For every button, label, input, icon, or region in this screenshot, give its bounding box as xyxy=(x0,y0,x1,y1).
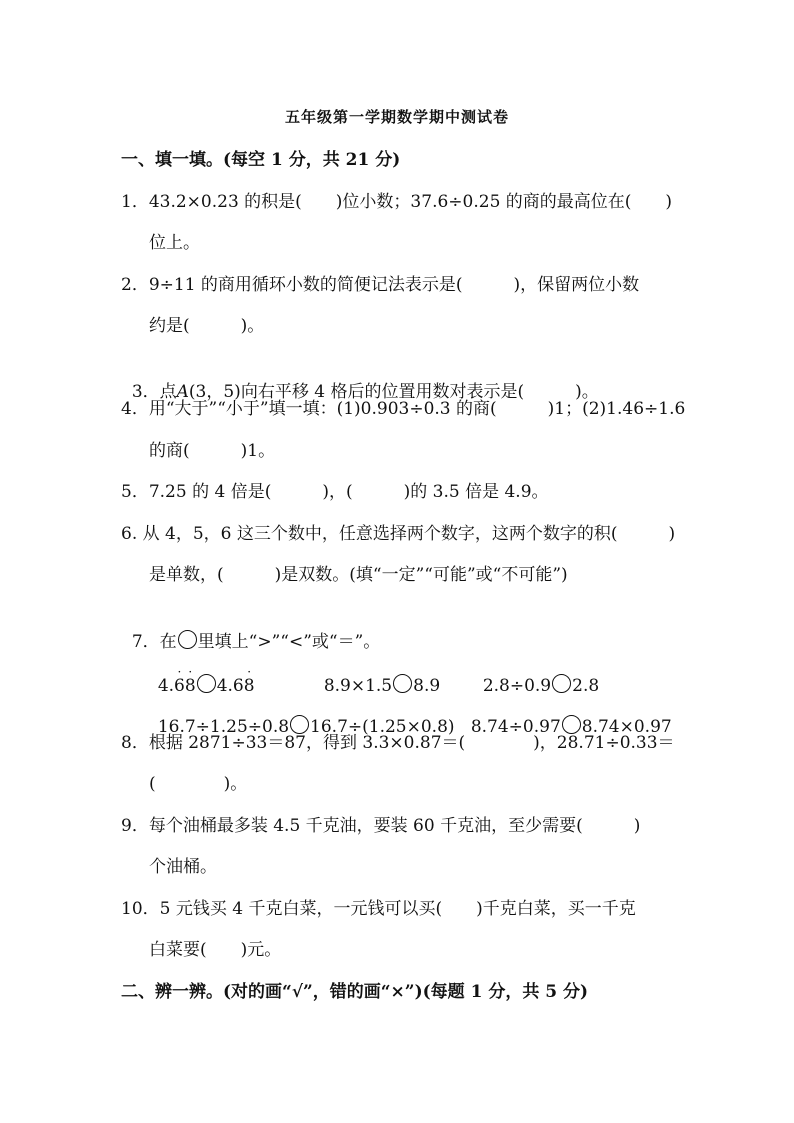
compare-circle xyxy=(178,630,197,649)
question-7-prefix: 7．在 xyxy=(131,632,177,652)
question-4-line-2: 的商( )1。 xyxy=(149,441,276,461)
expr-3-left: 2.8÷0.9 xyxy=(482,676,552,696)
question-9-line-2: 个油桶。 xyxy=(149,857,217,877)
section-2-heading: 二、辨一辨。(对的画“√”，错的画“×”)(每题 1 分，共 5 分) xyxy=(121,982,589,1002)
question-6-line-2: 是单数，( )是双数。(填“一定”“可能”或“不可能”) xyxy=(149,565,568,585)
question-3 xyxy=(121,356,599,402)
question-10-line-2: 白菜要( )元。 xyxy=(149,940,282,960)
repeat-dot: · xyxy=(247,665,252,679)
compare-expression-2 xyxy=(313,650,441,696)
question-1-line-2: 位上。 xyxy=(149,233,200,253)
repeat-dot: · xyxy=(177,665,182,679)
compare-expression-1 xyxy=(147,650,255,696)
expr-1-left: 4. · 6 · 8 xyxy=(157,665,196,696)
question-3-prefix: 3．点 xyxy=(131,382,177,402)
expr-3-right: 2.8 xyxy=(572,676,600,696)
repeat-dot: · xyxy=(188,665,193,679)
expr-4-left: 16.7÷1.25÷0.8 xyxy=(157,717,290,737)
point-label: A xyxy=(176,382,189,402)
section-1-heading: 一、填一填。(每空 1 分，共 21 分) xyxy=(121,150,401,170)
question-5: 5．7.25 的 4 倍是( )，( )的 3.5 倍是 4.9。 xyxy=(121,482,549,502)
compare-expression-3 xyxy=(472,650,600,696)
question-4-line-1: 4．用“大于”“小于”填一填：(1)0.903÷0.3 的商( )1；(2)1.46÷1.6 xyxy=(121,399,686,419)
expr-4-right: 16.7÷(1.25×0.8) xyxy=(310,717,455,737)
question-1-line-1: 1．43.2×0.23 的积是( )位小数；37.6÷0.25 的商的最高位在( ) xyxy=(121,192,673,212)
expr-5-left: 8.74÷0.97 xyxy=(470,717,561,737)
question-8-line-2: ( )。 xyxy=(149,774,248,794)
expr-5-right: 8.74×0.97 xyxy=(581,717,672,737)
question-10-line-1: 10．5 元钱买 4 千克白菜，一元钱可以买( )千克白菜，买一千克 xyxy=(121,899,636,919)
question-7-rest: 里填上“>”“<”或“＝”。 xyxy=(197,632,381,652)
question-9-line-1: 9．每个油桶最多装 4.5 千克油，要装 60 千克油，至少需要( ) xyxy=(121,816,641,836)
compare-expression-5 xyxy=(460,691,672,737)
expr-2-right: 8.9 xyxy=(413,676,441,696)
page-title: 五年级第一学期数学期中测试卷 xyxy=(284,108,509,126)
question-8-line-1: 8．根据 2871÷33＝87，得到 3.3×0.87＝( )，28.71÷0.33＝ xyxy=(121,733,675,753)
question-2-line-1: 2．9÷11 的商用循环小数的简便记法表示是( )，保留两位小数 xyxy=(121,275,640,295)
expr-2-left: 8.9×1.5 xyxy=(323,676,393,696)
expr-1-right: 4.6 · 8 xyxy=(216,665,255,696)
question-7-instruction xyxy=(121,606,381,652)
compare-expression-4 xyxy=(147,691,455,737)
question-3-rest: (3，5)向右平移 4 格后的位置用数对表示是( )。 xyxy=(188,382,599,402)
question-2-line-2: 约是( )。 xyxy=(149,316,265,336)
question-6-line-1: 6. 从 4，5，6 这三个数中，任意选择两个数字，这两个数字的积( ) xyxy=(121,524,676,544)
